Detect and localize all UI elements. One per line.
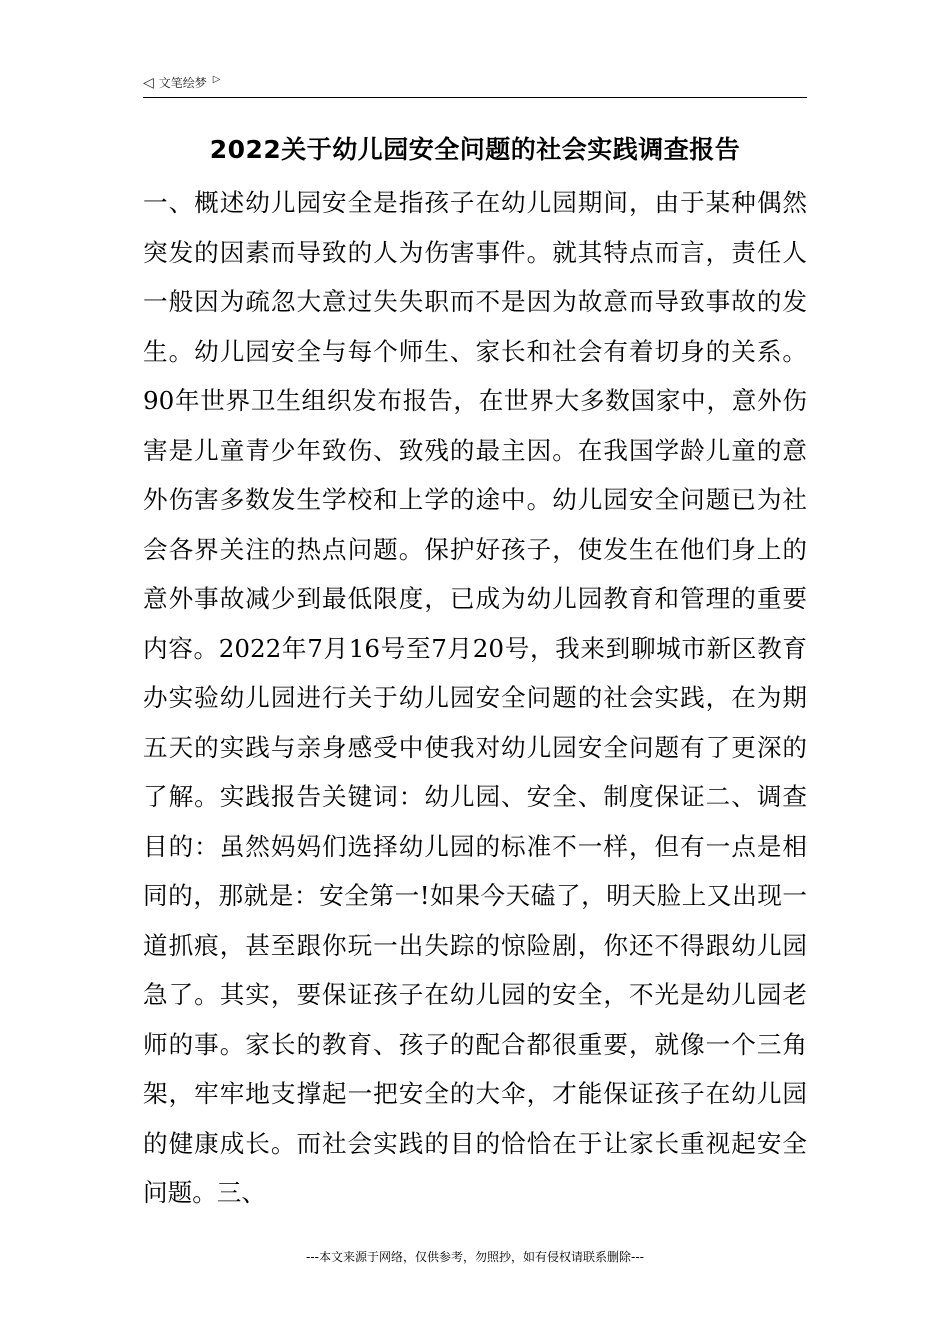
footer-notice: ---本文来源于网络，仅供参考，勿照抄，如有侵权请联系删除--- [306, 1250, 644, 1264]
page-header [143, 74, 221, 91]
header-divider [143, 97, 807, 98]
triangle-right-icon: ▷ [212, 73, 221, 85]
header-brand: 文笔绘梦 [158, 76, 207, 90]
document-body: 一、概述幼儿园安全是指孩子在幼儿园期间，由于某种偶然突发的因素而导致的人为伤害事件。就其特点而言，责任人一般因为疏忽大意过失失职而不是因为故意而导致事故的发生。幼儿园安全与每个师生、家长和社会有着切身的关系。90年世界卫生组织发布报告，在世界大多数国家中，意外伤害是儿童青少年致伤、致残的最主因。在我国学龄儿童的意外伤害多数发生学校和上学的途中。幼儿园安全问题已为社会各界关注的热点问题。保护好孩子，使发生在他们身上的意外事故减少到最低限度，已成为幼儿园教育和管理的重要内容。2022年7月16号至7月20号，我来到聊城市新区教育办实验幼儿园进行关于幼儿园安全问题的社会实践，在为期五天的实践与亲身感受中使我对幼儿园安全问题有了更深的了解。实践报告关键词：幼儿园、安全、制度保证二、调查目的：虽然妈妈们选择幼儿园的标准不一样，但有一点是相同的，那就是：安全第一!如果今天磕了，明天脸上又出现一道抓痕，甚至跟你玩一出失踪的惊险剧，你还不得跟幼儿园急了。其实，要保证孩子在幼儿园的安全，不光是幼儿园老师的事。家长的教育、孩子的配合都很重要，就像一个三角架，牢牢地支撑起一把安全的大伞，才能保证孩子在幼儿园的健康成长。而社会实践的目的恰恰在于让家长重视起安全问题。三、 [143, 188, 807, 1207]
document-title: 2022关于幼儿园安全问题的社会实践调查报告 [209, 135, 741, 164]
triangle-left-icon: ◁ [143, 74, 154, 91]
